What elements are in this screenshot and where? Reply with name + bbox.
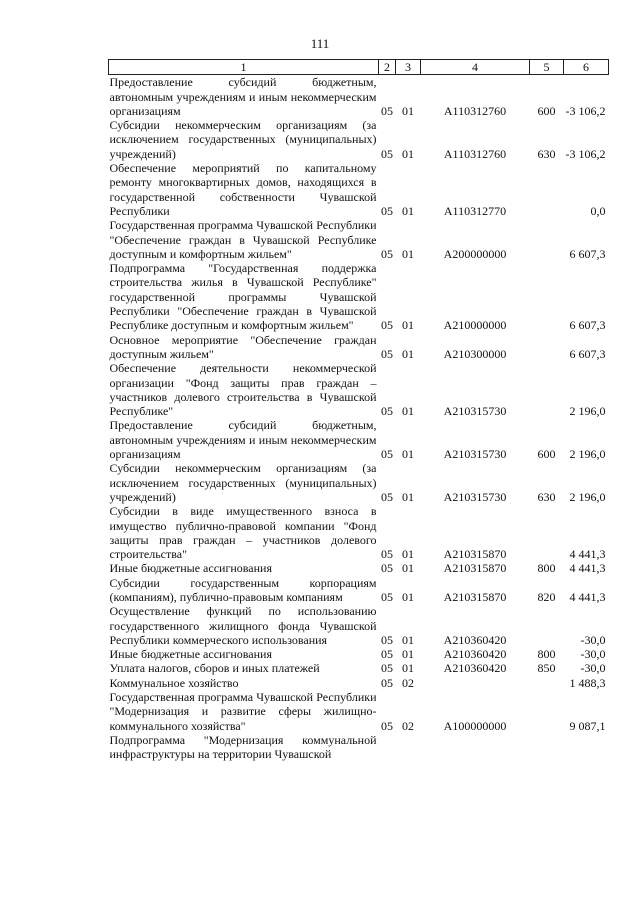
row-expense-type: 800 [537,647,556,662]
table-row [109,504,609,561]
row-expense-type [530,261,564,332]
row-section: 05 [381,589,393,604]
row-expense-type: 600 [537,103,556,118]
row-subsection: 01 [402,589,414,604]
row-subsection: 01 [402,447,414,462]
row-amount: 2 196,0 [569,404,606,419]
row-target-code: А210315870 [443,547,507,562]
row-subsection: 01 [402,103,414,118]
row-amount: 6 607,3 [569,318,606,333]
row-name: Субсидии государственным корпорациям (компаниям), публично-правовым компаниям [109,575,377,604]
table-row [109,604,609,647]
table-row [109,161,609,218]
table-row [109,75,609,118]
row-target-code [421,733,530,762]
row-subsection: 01 [402,661,414,676]
row-amount: 0,0 [590,203,606,218]
budget-table [108,59,609,762]
row-name: Основное мероприятие "Обеспечение граждан доступным жильем" [109,332,377,361]
table-row [109,218,609,261]
row-expense-type [530,604,564,647]
row-subsection: 01 [402,561,414,576]
header-row [109,60,609,75]
row-section: 05 [381,561,393,576]
row-name: Субсидии некоммерческим организациям (за исключением государственных (муниципальных) учреждений) [109,461,377,504]
table-row [109,561,609,575]
row-subsection [396,733,421,762]
row-name: Предоставление субсидий бюджетным, автономным учреждениям и иным некоммерческим организациям [109,418,377,462]
row-section: 05 [381,675,393,690]
page-number: 111 [310,36,330,51]
row-section: 05 [381,346,393,361]
row-section: 05 [381,489,393,504]
row-expense-type: 850 [537,661,556,676]
header-col-2: 2 [379,60,396,75]
row-amount: 2 196,0 [569,447,606,462]
table-row [109,418,609,461]
row-subsection: 01 [402,346,414,361]
row-subsection: 01 [402,489,414,504]
row-target-code: А110312760 [443,103,507,118]
row-section: 05 [381,718,393,733]
row-target-code [421,676,530,690]
row-amount: -3 106,2 [565,103,606,118]
table-row [109,647,609,661]
row-expense-type [530,676,564,690]
row-section: 05 [381,647,393,662]
table-row [109,690,609,733]
row-expense-type [530,690,564,733]
row-target-code: А210300000 [443,346,507,361]
row-expense-type: 630 [537,146,556,161]
table-row [109,361,609,418]
row-expense-type: 800 [537,561,556,576]
row-name: Подпрограмма "Государственная поддержка строительства жилья в Чувашской Республике" государственной программы Чувашской Республики "Обеспечение граждан в Чувашской Республике доступным и комфортным жильем" [109,261,377,333]
row-expense-type: 820 [537,589,556,604]
table-body [109,75,609,762]
table-row [109,333,609,362]
row-expense-type [530,218,564,261]
row-target-code: А210360420 [443,647,507,662]
row-name: Государственная программа Чувашской Республики "Модернизация и развитие сферы жилищно-коммунального хозяйства" [109,690,377,733]
row-subsection: 02 [402,675,414,690]
row-amount: 2 196,0 [569,489,606,504]
header-col-1: 1 [109,60,379,75]
row-target-code: А210315870 [443,561,507,576]
row-subsection: 01 [402,404,414,419]
row-name: Обеспечение деятельности некоммерческой организации "Фонд защиты прав граждан – участников долевого строительства в Чувашской Республике" [109,361,377,419]
row-target-code: А210315730 [443,447,507,462]
row-amount [564,733,609,762]
row-section: 05 [381,103,393,118]
row-section: 05 [381,318,393,333]
row-target-code: А210360420 [443,661,507,676]
row-expense-type [530,333,564,362]
row-target-code: А110312770 [443,203,507,218]
row-target-code: А200000000 [443,246,507,261]
row-target-code: А210360420 [443,632,507,647]
row-name: Иные бюджетные ассигнования [109,647,272,662]
row-name: Иные бюджетные ассигнования [109,561,272,576]
row-name: Предоставление субсидий бюджетным, автономным учреждениям и иным некоммерческим организациям [109,75,377,118]
row-target-code: А210000000 [443,318,507,333]
table-row [109,461,609,504]
table-row [109,576,609,605]
row-section: 05 [381,203,393,218]
row-section: 05 [381,547,393,562]
row-amount: 6 607,3 [569,346,606,361]
row-target-code: А110312760 [443,146,507,161]
row-subsection: 01 [402,547,414,562]
row-name: Уплата налогов, сборов и иных платежей [109,661,320,676]
row-amount: 4 441,3 [569,547,606,562]
row-amount: -30,0 [580,632,606,647]
row-name: Обеспечение мероприятий по капитальному ремонту многоквартирных домов, находящихся в государственной собственности Чувашской Республики [109,161,377,218]
row-amount: 6 607,3 [569,246,606,261]
row-expense-type [530,733,564,762]
row-subsection: 01 [402,203,414,218]
row-section: 05 [381,146,393,161]
row-section [379,733,396,762]
row-expense-type [530,504,564,561]
row-amount: 1 488,3 [569,675,606,690]
row-name: Подпрограмма "Модернизация коммунальной инфраструктуры на территории Чувашской [109,732,377,762]
table-row [109,733,609,762]
header-col-3: 3 [396,60,421,75]
row-amount: 4 441,3 [569,561,606,576]
row-expense-type: 600 [537,447,556,462]
row-target-code: А100000000 [443,718,507,733]
row-section: 05 [381,661,393,676]
row-subsection: 01 [402,246,414,261]
row-subsection: 01 [402,318,414,333]
row-amount: -30,0 [580,647,606,662]
row-amount: -3 106,2 [565,146,606,161]
header-col-5: 5 [530,60,564,75]
row-name: Субсидии некоммерческим организациям (за исключением государственных (муниципальных) учреждений) [109,118,377,161]
table-row [109,661,609,675]
row-name: Коммунальное хозяйство [109,675,239,690]
row-section: 05 [381,246,393,261]
row-expense-type: 630 [537,489,556,504]
row-name: Субсидии в виде имущественного взноса в имущество публично-правовой компании "Фонд защиты прав граждан – участников долевого строительства" [109,504,377,562]
row-name: Государственная программа Чувашской Республики "Обеспечение граждан в Чувашской Республике доступным и комфортным жильем" [109,218,377,261]
row-subsection: 01 [402,146,414,161]
table-row [109,261,609,332]
row-target-code: А210315870 [443,589,507,604]
row-section: 05 [381,632,393,647]
row-subsection: 02 [402,718,414,733]
header-col-6: 6 [564,60,609,75]
row-section: 05 [381,447,393,462]
row-name: Осуществление функций по использованию государственного жилищного фонда Чувашской Республики коммерческого использования [109,604,377,647]
row-amount: -30,0 [580,661,606,676]
row-amount: 9 087,1 [569,718,606,733]
row-expense-type [530,361,564,418]
table-row [109,676,609,690]
row-target-code: А210315730 [443,489,507,504]
row-subsection: 01 [402,632,414,647]
header-col-4: 4 [421,60,530,75]
row-target-code: А210315730 [443,404,507,419]
row-amount: 4 441,3 [569,589,606,604]
row-subsection: 01 [402,647,414,662]
table-row [109,118,609,161]
row-expense-type [530,161,564,218]
row-section: 05 [381,404,393,419]
